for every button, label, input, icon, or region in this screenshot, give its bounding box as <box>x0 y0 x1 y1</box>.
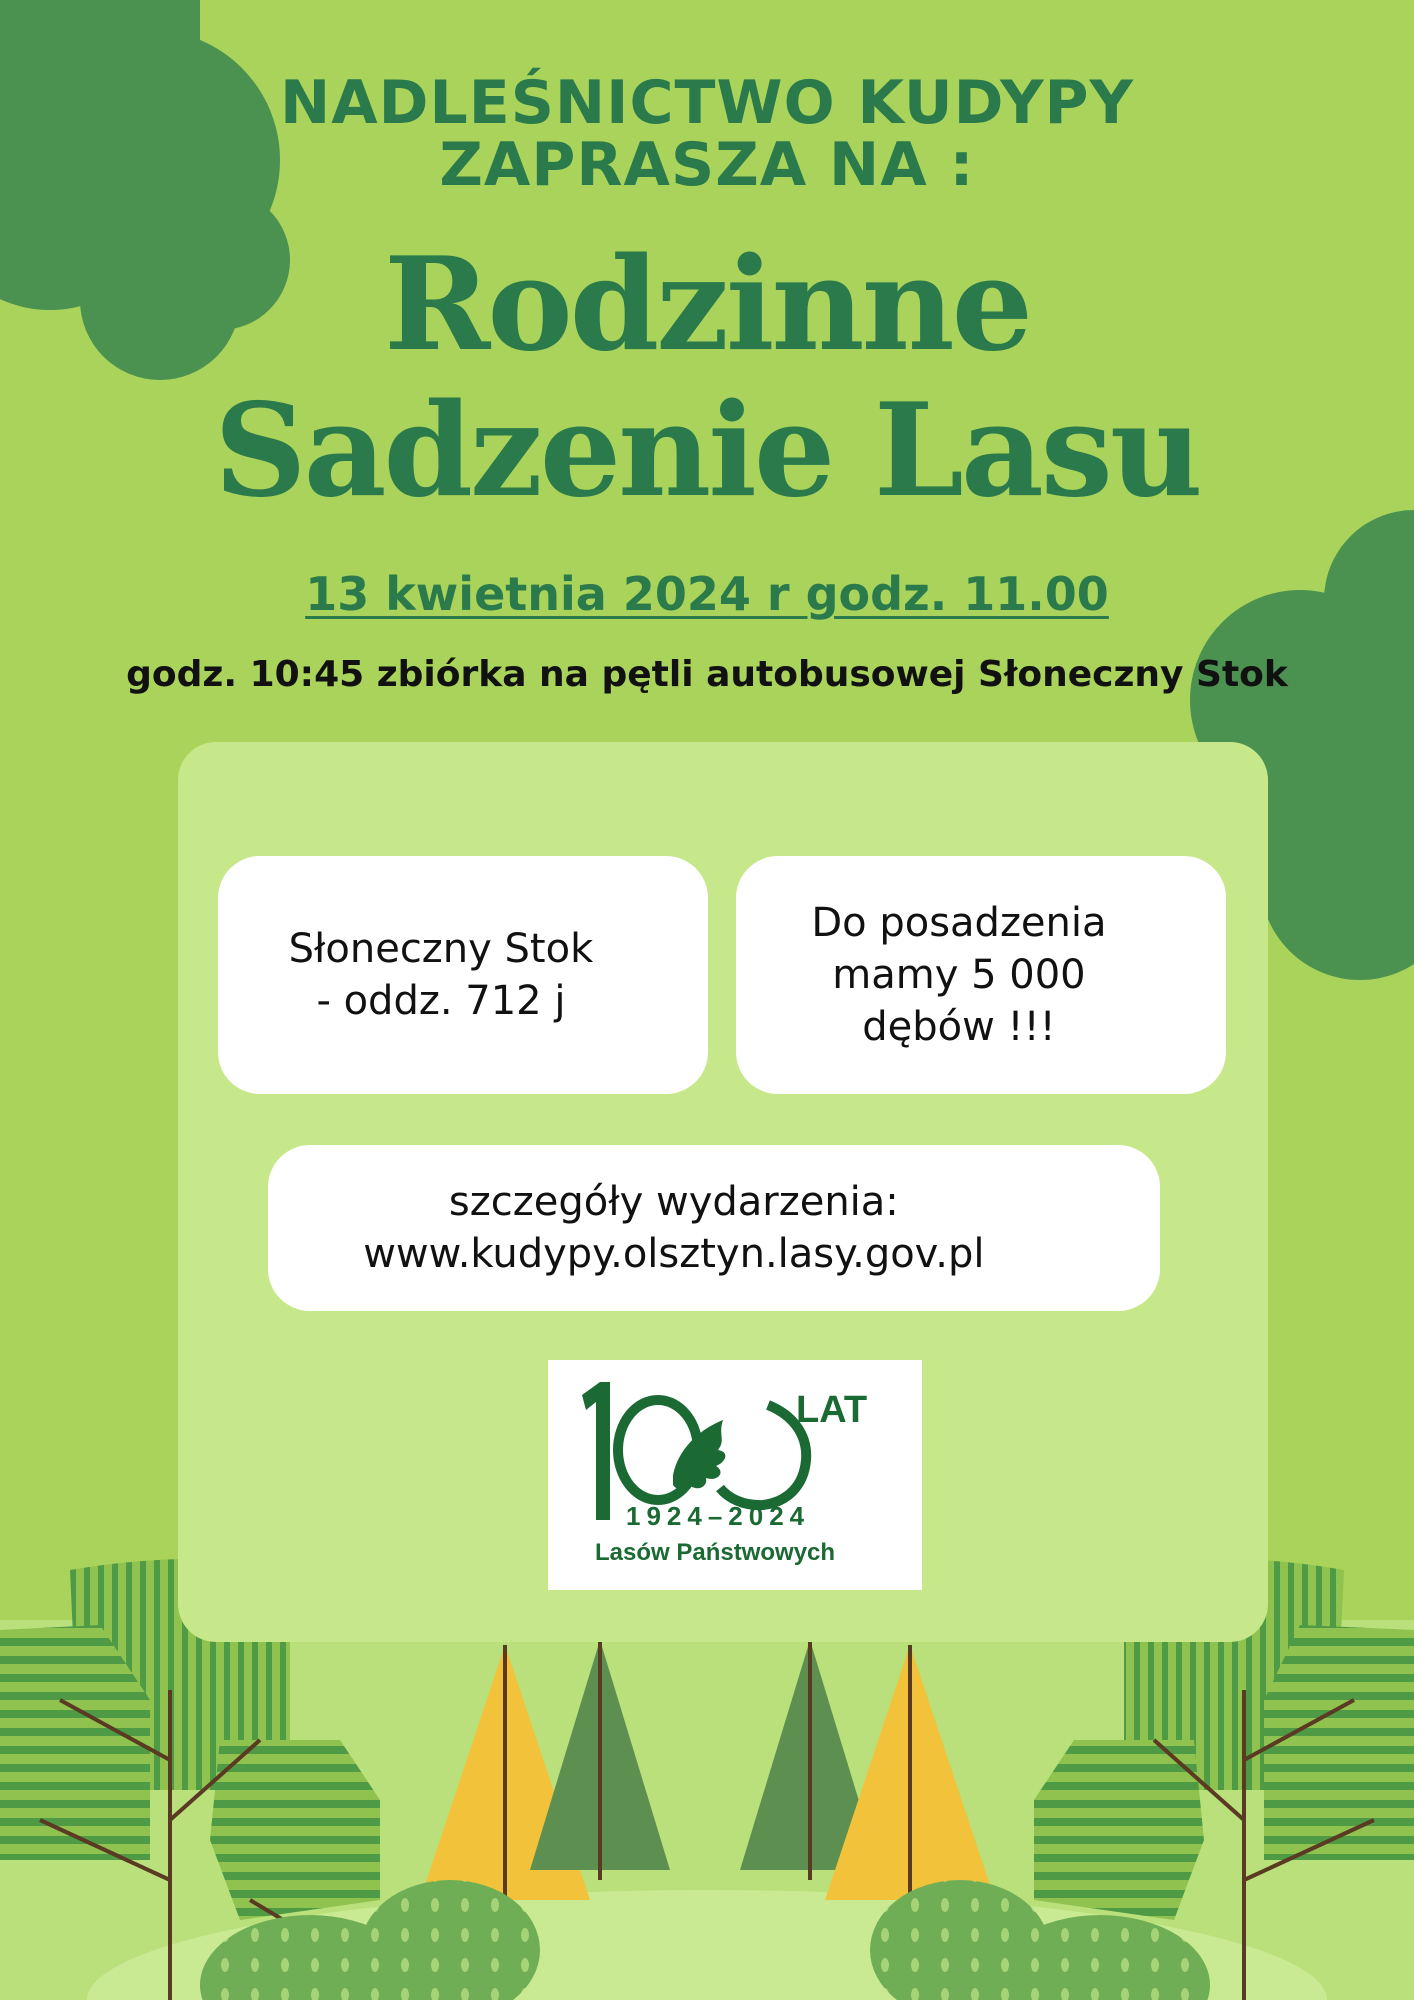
event-date <box>0 567 1414 621</box>
title-line-1: Rodzinne <box>383 230 1031 380</box>
organizer-line-1: NADLEŚNICTWO KUDYPY <box>280 68 1134 138</box>
event-title <box>0 232 1414 524</box>
organizer-line-2: ZAPRASZA NA : <box>439 130 975 200</box>
anniversary-logo <box>548 1360 922 1590</box>
details-label: szczegóły wydarzenia: <box>448 1179 899 1225</box>
location-box <box>218 856 708 1094</box>
location-line-1: Słoneczny Stok <box>288 926 594 972</box>
location-line-2: - oddz. 712 j <box>316 978 566 1024</box>
plant-line-3: dębów !!! <box>862 1004 1056 1050</box>
organizer-heading <box>0 68 1414 200</box>
title-line-2: Sadzenie Lasu <box>214 376 1200 526</box>
details-box <box>268 1145 1160 1311</box>
logo-lat-text: LAT <box>796 1389 868 1431</box>
logo-years: 1924–2024 <box>626 1501 811 1531</box>
event-date-text: 13 kwietnia 2024 r godz. 11.00 <box>305 567 1109 621</box>
trees-count-box <box>736 856 1226 1094</box>
meeting-point: godz. 10:45 zbiórka na pętli autobusowej Słoneczny Stok <box>126 654 1288 695</box>
logo-graphic <box>548 1360 922 1590</box>
logo-name: Lasów Państwowych <box>595 1539 836 1566</box>
plant-line-2: mamy 5 000 <box>832 952 1086 998</box>
plant-line-1: Do posadzenia <box>811 900 1107 946</box>
details-url[interactable]: www.kudypy.olsztyn.lasy.gov.pl <box>363 1231 985 1277</box>
